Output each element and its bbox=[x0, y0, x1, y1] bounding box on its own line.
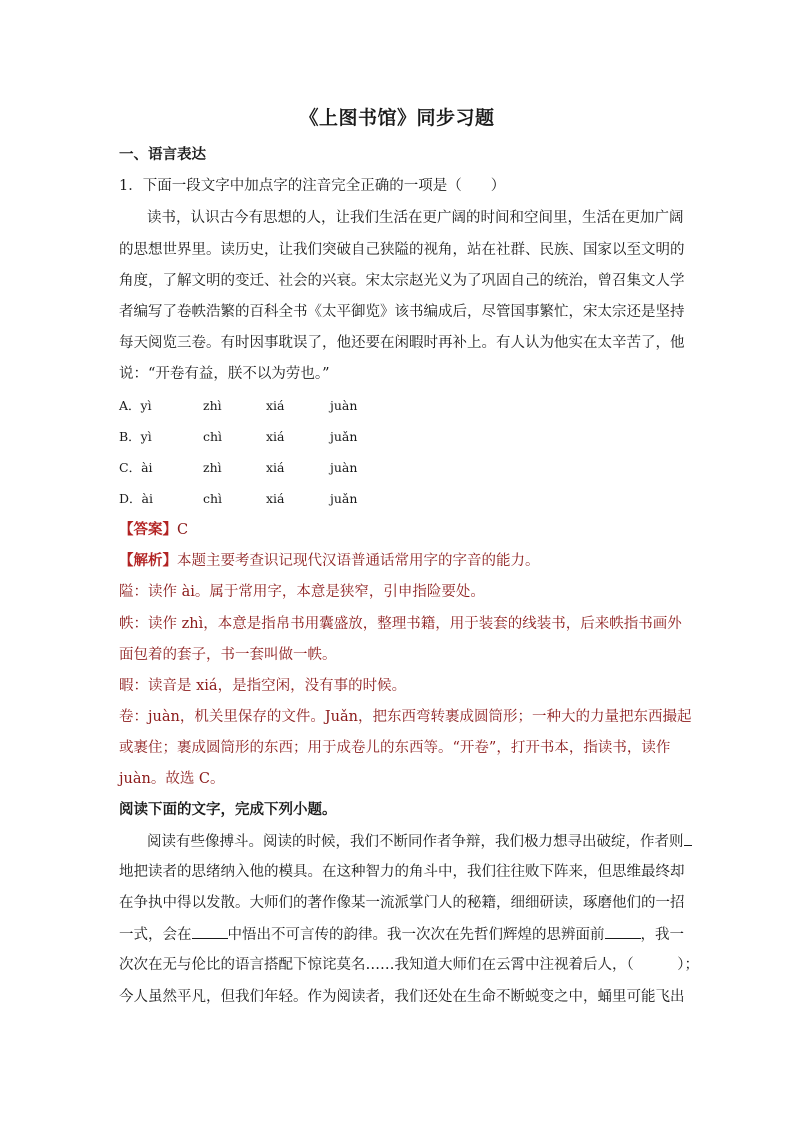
analysis-text: 隘：读作 ài。属于常用字，本意是狭窄，引申指险要处。 bbox=[119, 584, 485, 600]
option-pinyin: xiá bbox=[266, 398, 285, 413]
analysis-text: 帙：读作 zhì，本意是指帛书用囊盛放，整理书籍，用于装套的线装书，后来帙指书画外 bbox=[119, 616, 682, 632]
analysis-text: 面包着的套子，书一套叫做一帙。 bbox=[119, 647, 337, 663]
option-pinyin: juàn bbox=[330, 398, 358, 413]
answer-value: C bbox=[177, 522, 189, 538]
section-heading: 一、语言表达 bbox=[119, 146, 206, 163]
analysis-text: 本题主要考查识记现代汉语普通话常用字的字音的能力。 bbox=[177, 553, 540, 569]
question-stem: 1．下面一段文字中加点字的注音完全正确的一项是（ ） bbox=[119, 178, 506, 194]
option-letter: D．ài bbox=[119, 491, 153, 506]
fill-blank[interactable] bbox=[192, 924, 228, 939]
passage-line: 角度，了解文明的变迁、社会的兴衰。宋太宗赵光义为了巩固自己的统治，曾召集文人学 bbox=[119, 273, 685, 289]
reading-line: 在争执中得以发散。大师们的著作像某一流派掌门人的秘籍，细细研读，琢磨他们的一招 bbox=[119, 895, 685, 911]
reading-line: 今人虽然平凡，但我们年轻。作为阅读者，我们还处在生命不断蜕变之中，蛹里可能飞出 bbox=[119, 989, 685, 1005]
option-pinyin: chì bbox=[203, 491, 223, 506]
option-pinyin: xiá bbox=[266, 491, 285, 506]
passage-line: 者编写了卷帙浩繁的百科全书《太平御览》该书编成后，尽管国事繁忙，宋太宗还是坚持 bbox=[119, 304, 685, 320]
option-pinyin: juàn bbox=[330, 460, 358, 475]
answer-label: 【答案】 bbox=[119, 521, 177, 538]
reading-text: ，我一 bbox=[640, 927, 684, 943]
analysis-line bbox=[119, 551, 540, 571]
fill-blank[interactable] bbox=[684, 831, 692, 846]
page-title: 《上图书馆》同步习题 bbox=[299, 107, 495, 129]
reading-line bbox=[147, 831, 692, 852]
analysis-label: 【解析】 bbox=[119, 552, 177, 569]
reading-text: 一式，会在 bbox=[119, 927, 192, 943]
option-pinyin: xiá bbox=[266, 429, 285, 444]
reading-text: 阅读有些像搏斗。阅读的时候，我们不断同作者争辩，我们极力想寻出破绽，作者则 bbox=[147, 834, 684, 850]
passage-line: 的思想世界里。读历史，让我们突破自己狭隘的视角，站在社群、民族、国家以至文明的 bbox=[119, 242, 685, 258]
option-letter: C．ài bbox=[119, 460, 153, 475]
option-pinyin: chì bbox=[203, 429, 223, 444]
option-letter: B．yì bbox=[119, 429, 152, 444]
reading-line bbox=[119, 924, 684, 945]
reading-line: 次次在无与伦比的语言搭配下惊诧莫名……我知道大师们在云霄中注视着后人，（ ）； bbox=[119, 957, 699, 973]
option-pinyin: zhì bbox=[203, 460, 222, 475]
answer-line bbox=[119, 520, 188, 540]
reading-line: 地把读者的思绪纳入他的模具。在这种智力的角斗中，我们往往败下阵来，但思维最终却 bbox=[119, 864, 685, 880]
analysis-text: 暇：读音是 xiá，是指空闲，没有事的时候。 bbox=[119, 678, 407, 694]
option-pinyin: juǎn bbox=[330, 429, 358, 444]
analysis-text: 或裹住；裹成圆筒形的东西；用于成卷儿的东西等。“开卷”，打开书本，指读书，读作 bbox=[119, 740, 671, 756]
reading-text: 中悟出不可言传的韵律。我一次次在先哲们辉煌的思辨面前 bbox=[227, 927, 605, 943]
option-pinyin: xiá bbox=[266, 460, 285, 475]
option-pinyin: zhì bbox=[203, 398, 222, 413]
reading-instruction: 阅读下面的文字，完成下列小题。 bbox=[119, 801, 337, 818]
passage-line: 说：“开卷有益，朕不以为劳也。” bbox=[119, 366, 330, 382]
option-pinyin: juǎn bbox=[330, 491, 358, 506]
passage-line: 读书，认识古今有思想的人，让我们生活在更广阔的时间和空间里，生活在更加广阔 bbox=[147, 210, 684, 226]
passage-line: 每天阅览三卷。有时因事耽误了，他还要在闲暇时再补上。有人认为他实在太辛苦了，他 bbox=[119, 335, 685, 351]
fill-blank[interactable] bbox=[605, 924, 641, 939]
analysis-text: juàn。故选 C。 bbox=[119, 771, 225, 787]
analysis-text: 卷：juàn，机关里保存的文件。Juǎn，把东西弯转裹成圆筒形；一种大的力量把东西撮起 bbox=[119, 709, 692, 725]
option-letter: A．yì bbox=[119, 398, 152, 413]
